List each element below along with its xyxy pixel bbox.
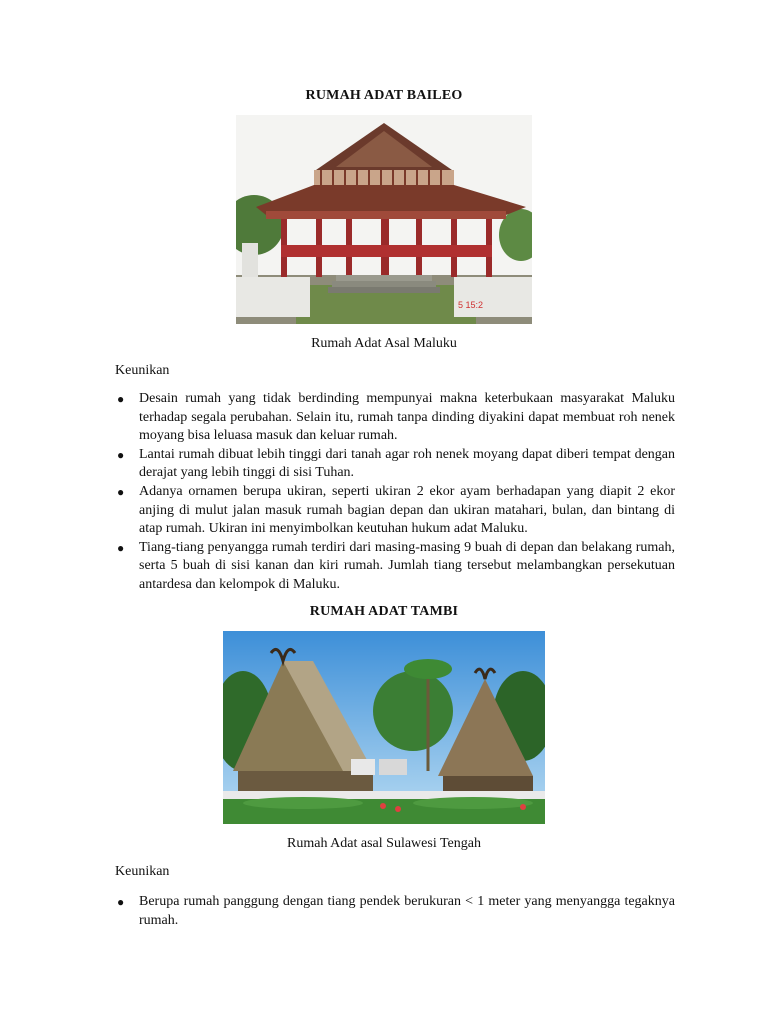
photo-timestamp: 5 15:2 [458, 300, 484, 310]
keunikan-list-2 [115, 893, 675, 930]
keunikan-label-2: Keunikan [115, 864, 170, 879]
bullet-icon: ● [117, 540, 125, 555]
list-item: ● Desain rumah yang tidak berdinding mempunyai makna keterbukaan masyarakat Maluku terhadap segala perubahan. Selain itu, rumah tanpa dinding diyakini dapat membuat roh nenek moyang bisa leluasa masuk dan keluar rumah. [117, 391, 675, 444]
baileo-house-photo [236, 115, 532, 324]
caption-tambi: Rumah Adat asal Sulawesi Tengah [287, 836, 481, 851]
list-item: ● Tiang-tiang penyangga rumah terdiri dari masing-masing 9 buah di depan dan belakang rumah, serta 5 buah di sisi kanan dan kiri rumah. Jumlah tiang tersebut melambangkan persekutuan antardesa dan kelompok di Maluku. [117, 539, 675, 592]
tambi-house-photo [223, 631, 545, 824]
keunikan-list-1 [115, 390, 675, 595]
list-item: ● Lantai rumah dibuat lebih tinggi dari tanah agar roh nenek moyang dapat diberi tempat dengan derajat yang lebih tinggi di sisi Tuhan. [117, 446, 675, 481]
caption-baileo: Rumah Adat Asal Maluku [311, 336, 457, 351]
list-item: ● Adanya ornamen berupa ukiran, seperti ukiran 2 ekor ayam berhadapan yang diapit 2 ekor anjing di mulut jalan masuk rumah bagian depan dan ukiran matahari, bulan, dan bintang di atap rumah. Ukiran ini menyimbolkan keutuhan hukum adat Maluku. [117, 483, 675, 537]
section-title-tambi: RUMAH ADAT TAMBI [309, 604, 459, 619]
list-item: ● Berupa rumah panggung dengan tiang pendek berukuran < 1 meter yang menyangga tegaknya rumah. [117, 894, 675, 928]
bullet-icon: ● [117, 895, 125, 909]
section-title-baileo: RUMAH ADAT BAILEO [305, 88, 463, 103]
keunikan-label-1: Keunikan [115, 363, 170, 378]
bullet-icon: ● [117, 447, 125, 462]
bullet-icon: ● [117, 484, 125, 499]
bullet-icon: ● [117, 392, 125, 406]
